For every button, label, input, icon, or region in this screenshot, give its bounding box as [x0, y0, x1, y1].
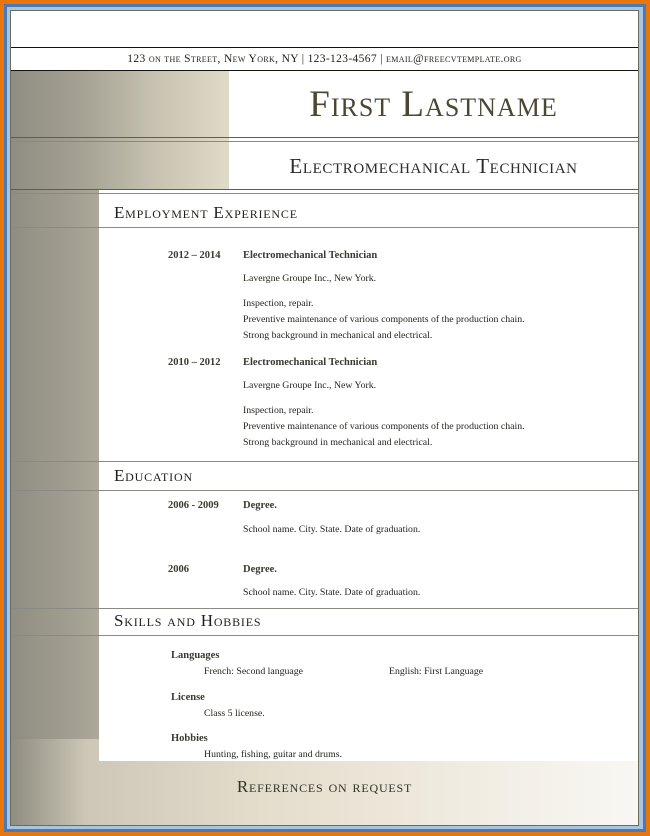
employment-employer-2: Lavergne Groupe Inc., New York. — [243, 380, 377, 391]
window-inner-bevel — [7, 7, 643, 829]
education-date-2: 2006 — [168, 564, 189, 575]
rule-under-skills-heading — [11, 635, 638, 636]
employment-employer-1: Lavergne Groupe Inc., New York. — [243, 273, 377, 284]
job-title: Electromechanical Technician — [289, 154, 578, 178]
section-heading-education: Education — [114, 466, 193, 485]
education-detail-1: School name. City. State. Date of graduation. — [243, 524, 421, 535]
skills-value-english: English: First Language — [389, 666, 484, 677]
education-date-1: 2006 - 2009 — [168, 500, 219, 511]
employment-bullet-2-2: Preventive maintenance of various components of the production chain. — [243, 421, 525, 432]
rule-under-name-bottom — [11, 141, 638, 142]
rule-under-name-top — [11, 137, 638, 138]
employment-bullet-2-3: Strong background in mechanical and electrical. — [243, 437, 433, 448]
employment-bullet-2-1: Inspection, repair. — [243, 405, 314, 416]
skills-value-hobbies: Hunting, fishing, guitar and drums. — [204, 749, 342, 760]
section-heading-skills: Skills and Hobbies — [114, 611, 262, 630]
education-degree-1: Degree. — [243, 500, 277, 511]
employment-date-2: 2010 – 2012 — [168, 357, 221, 368]
resume-page — [10, 10, 639, 826]
footer-references: References on request — [236, 777, 413, 796]
rule-under-employment-heading — [11, 227, 638, 228]
employment-date-1: 2012 – 2014 — [168, 250, 221, 261]
rule-under-title-top — [11, 189, 638, 190]
rule-under-title-bottom — [11, 193, 638, 194]
window-outer-border — [4, 4, 646, 832]
name-block — [229, 71, 638, 137]
education-detail-2: School name. City. State. Date of graduation. — [243, 587, 421, 598]
skills-value-license: Class 5 license. — [204, 708, 265, 719]
employment-title-1: Electromechanical Technician — [243, 250, 378, 261]
section-heading-employment: Employment Experience — [114, 203, 298, 222]
rule-above-skills — [11, 608, 638, 609]
employment-title-2: Electromechanical Technician — [243, 357, 378, 368]
employment-bullet-1-1: Inspection, repair. — [243, 298, 314, 309]
education-degree-2: Degree. — [243, 564, 277, 575]
employment-bullet-1-3: Strong background in mechanical and electrical. — [243, 330, 433, 341]
skills-value-french: French: Second language — [204, 666, 304, 677]
employment-bullet-1-2: Preventive maintenance of various components of the production chain. — [243, 314, 525, 325]
page-title: First Lastname — [309, 83, 558, 125]
job-title-block — [229, 144, 638, 189]
skills-label-license: License — [171, 692, 205, 703]
rule-under-education-heading — [11, 490, 638, 491]
contact-line: 123 on the Street, New York, NY | 123-123-4567 | email@freecvtemplate.org — [127, 53, 522, 65]
skills-label-hobbies: Hobbies — [171, 733, 208, 744]
resume-content — [11, 11, 638, 825]
contact-bar — [11, 47, 638, 71]
skills-label-languages: Languages — [171, 650, 220, 661]
rule-above-education — [11, 461, 638, 462]
